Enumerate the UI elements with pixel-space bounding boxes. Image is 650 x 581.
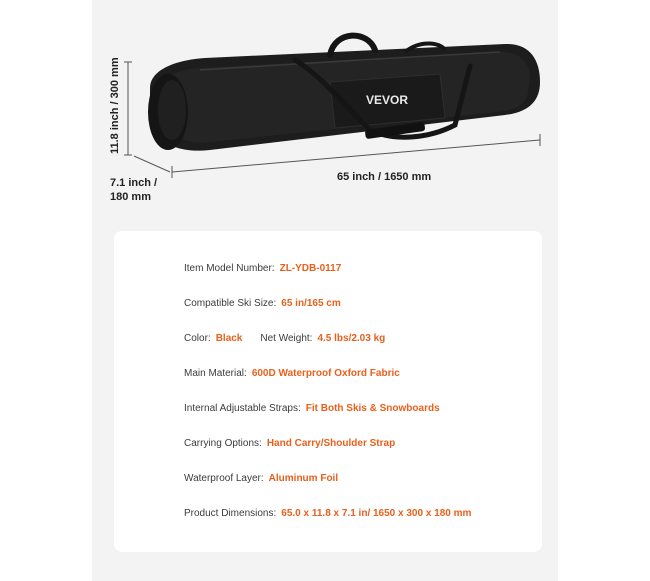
spec-value: Aluminum Foil — [268, 473, 339, 484]
vevor-logo: VEVOR — [366, 93, 409, 107]
depth-dimension-line1: 7.1 inch / — [110, 177, 158, 189]
spec-value: Hand Carry/Shoulder Strap — [266, 438, 396, 449]
spec-label: Carrying Options: — [184, 438, 262, 449]
spec-row-waterproof — [184, 471, 338, 487]
spec-value: 65 in/165 cm — [281, 298, 341, 309]
spec-row-carrying — [184, 436, 395, 452]
spec-value: 65.0 x 11.8 x 7.1 in/ 1650 x 300 x 180 mm — [281, 508, 472, 519]
spec-row-color-weight — [184, 331, 385, 347]
height-dimension-label: 11.8 inch / 300 mm — [109, 57, 121, 154]
spec-value-net-weight: 4.5 lbs/2.03 kg — [317, 333, 386, 344]
depth-dimension-line — [134, 156, 170, 172]
ski-bag-image — [0, 0, 650, 225]
spec-label-net-weight: Net Weight: — [260, 333, 313, 344]
spec-value: Fit Both Skis & Snowboards — [305, 403, 440, 414]
depth-dimension-line2: 180 mm — [110, 191, 151, 203]
spec-label: Item Model Number: — [184, 263, 275, 274]
spec-value: ZL-YDB-0117 — [279, 263, 342, 274]
spec-row-material — [184, 366, 400, 382]
spec-label: Waterproof Layer: — [184, 473, 264, 484]
spec-row-dimensions — [184, 506, 471, 522]
spec-label: Internal Adjustable Straps: — [184, 403, 301, 414]
spec-value: 600D Waterproof Oxford Fabric — [251, 368, 400, 379]
spec-label: Product Dimensions: — [184, 508, 277, 519]
spec-row-model — [184, 261, 341, 277]
spec-value: Black — [215, 333, 243, 344]
spec-row-ski-size — [184, 296, 341, 312]
spec-label: Color: — [184, 333, 211, 344]
spec-row-straps — [184, 401, 440, 417]
spec-label: Main Material: — [184, 368, 247, 379]
depth-dimension-label — [110, 176, 170, 204]
spec-card — [114, 231, 542, 552]
spec-label: Compatible Ski Size: — [184, 298, 277, 309]
length-dimension-label: 65 inch / 1650 mm — [337, 171, 432, 183]
